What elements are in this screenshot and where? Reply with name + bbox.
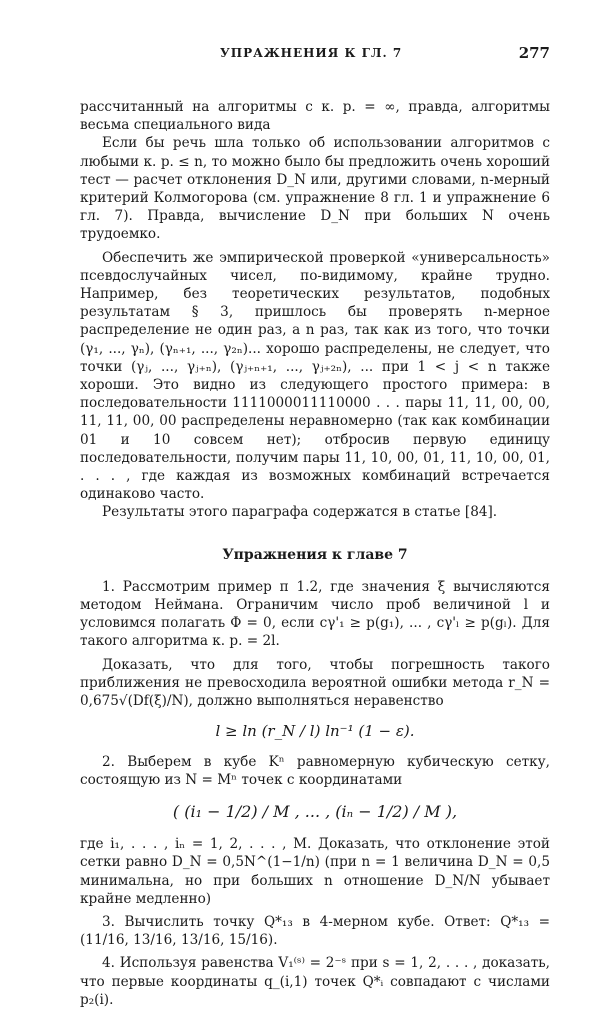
exercise-2-continuation: где i₁, . . . , iₙ = 1, 2, . . . , M. Доказать, что отклонение этой сетки равно D_N = 0,5N^(1−1/n) (при n = 1 величина D_N = 0,5 минимальна, но при больших n отношение D_N/N убывает крайне медленно): [80, 836, 550, 907]
exercise-3: 3. Вычислить точку Q*₁₃ в 4-мерном кубе. Ответ: Q*₁₃ = (11/16, 13/16, 13/16, 15/16).: [80, 913, 550, 949]
paragraph-deviation-test: Если бы речь шла только об использовании алгоритмов с любыми к. р. ≤ n, то можно было бы предложить очень хороший тест — расчет отклонения D_N или, другими словами, n-мерный критерий Колмогорова (см. упражнение 8 гл. 1 и упражнение 6 гл. 7). Правда, вычисление D_N при больших N очень трудоемко.: [80, 135, 550, 243]
paragraph-universality: Обеспечить же эмпирической проверкой «универсальность» псевдослучайных чисел, по-видимому, крайне трудно. Например, без теоретических результатов, подобных результатам § 3, пришлось бы проверять n-мерное распределение не один раз, а n раз, так как из того, что точки (γ₁, ..., γₙ), (γₙ₊₁, ..., γ₂ₙ)... хорошо распределены, не следует, что точки (γⱼ, ..., γⱼ₊ₙ), (γⱼ₊ₙ₊₁, ..., γⱼ₊₂ₙ), ... при 1 < j < n также хороши. Это видно из следующего простого примера: в последовательности 1111000011110000 . . . пары 11, 11, 00, 00, 11, 11, 00, 00 распределены неравномерно (так как комбинации 01 и 10 совсем нет); отбросив первую единицу последовательности, получим пары 11, 10, 00, 01, 11, 10, 00, 01, . . . , где каждая из возможных комбинаций встречается одинаково часто.: [80, 249, 550, 503]
exercise-1: 1. Рассмотрим пример п 1.2, где значения ξ вычисляются методом Неймана. Ограничим число проб величиной l и условимся полагать Φ = 0, если cγ'₁ ≥ p(g₁), ... , cγ'ₗ ≥ p(gₗ). Для такого алгоритма к. р. = 2l.: [80, 578, 550, 650]
section-title: Упражнения к главе 7: [222, 546, 408, 563]
page-body: [80, 98, 550, 1009]
paragraph-continuation: рассчитанный на алгоритмы с к. р. = ∞, правда, алгоритмы весьма специального вида: [80, 99, 550, 134]
paragraph-references: Результаты этого параграфа содержатся в статье [84].: [102, 504, 498, 521]
exercise-2-coordinates: ( (i₁ − 1/2) / M , ... , (iₙ − 1/2) / M ),: [172, 801, 458, 821]
running-title: УПРАЖНЕНИЯ К ГЛ. 7: [220, 46, 403, 60]
exercise-1-proof-statement: Доказать, что для того, чтобы погрешность такого приближения не превосходила вероятной ошибки метода r_N = 0,675√(Df(ξ)/N), должно выполняться неравенство: [80, 656, 550, 710]
exercise-1-inequality: l ≥ ln (r_N / l) ln⁻¹ (1 − ε).: [215, 722, 415, 741]
exercise-2: 2. Выберем в кубе Kⁿ равномерную кубическую сетку, состоящую из N = Mⁿ точек с координатами: [80, 753, 550, 788]
exercise-4: 4. Используя равенства V₁⁽ˢ⁾ = 2⁻ˢ при s = 1, 2, . . . , доказать, что первые координаты q_(i,1) точек Q*ᵢ совпадают с числами p₂(i).: [80, 955, 550, 1008]
page-header: [80, 46, 550, 68]
page-number: 277: [518, 44, 550, 62]
